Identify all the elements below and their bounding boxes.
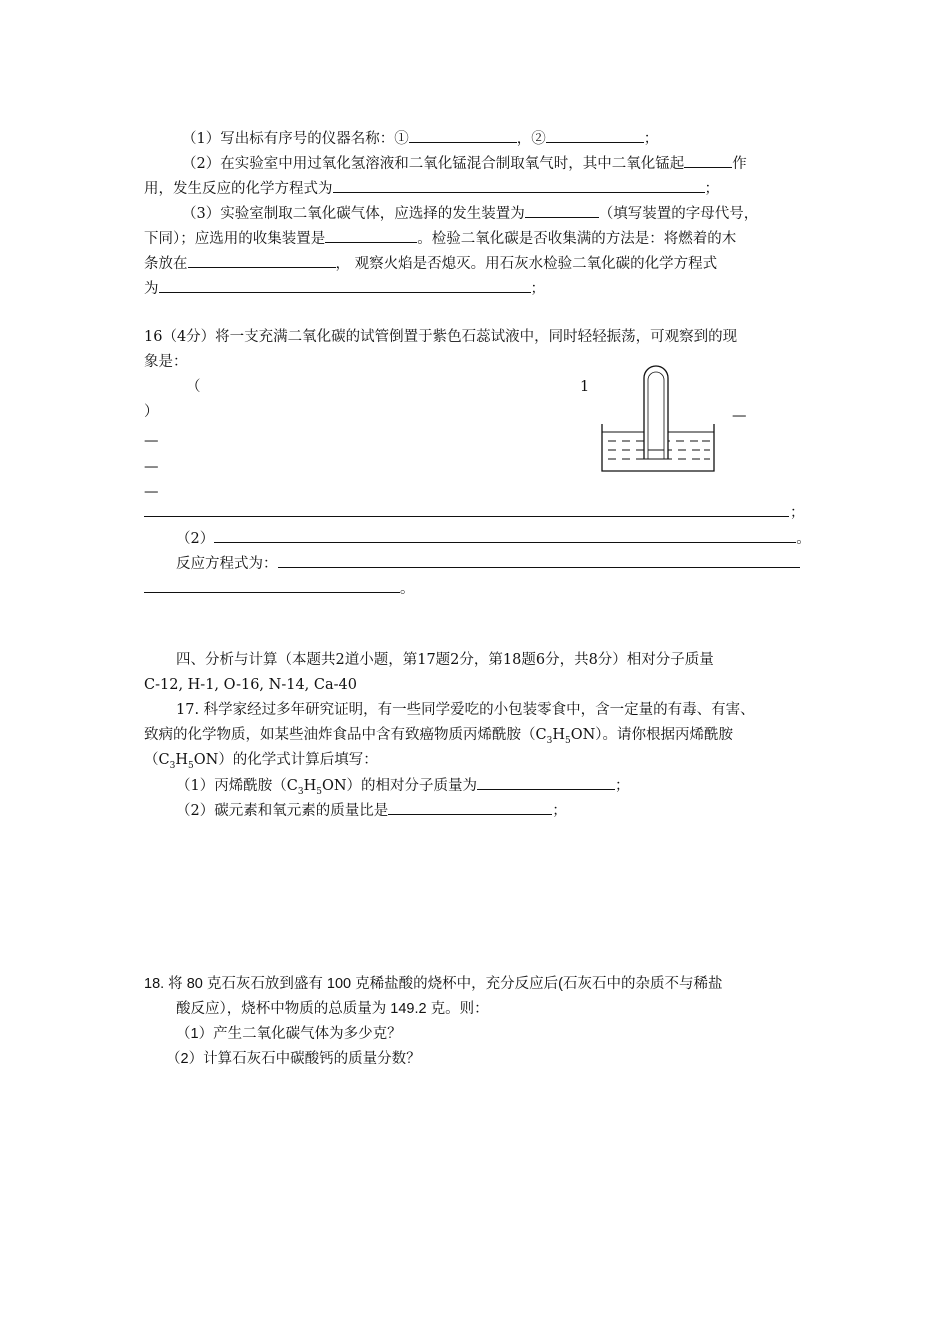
q18-part1: （1）产生二氧化碳气体为多少克？ [176, 1026, 402, 1042]
test-tube-beaker-diagram [596, 358, 722, 482]
q16-equation-line-cont: 。 [144, 578, 415, 599]
q15-part3-line2: 下同）；应选用的收集装置是 。检验二氧化碳是否收集满的方法是：将燃着的木 [144, 228, 736, 249]
blank-collector[interactable] [325, 228, 417, 243]
q18-stem-line2: 酸反应），烧杯中物质的总质量为 149.2 克。则： [176, 1001, 489, 1017]
q17-part1: （1）丙烯酰胺$(C_3H_5ON)$的相对分子质量为 ； [176, 775, 630, 802]
q16-close-paren: ） [144, 404, 159, 420]
q16-part2: （2） 。 [176, 528, 811, 549]
q15-part2-line1: （2）在实验室中用过氧化氢溶液和二氧化锰混合制取氧气时，其中二氧化锰起 作 [182, 153, 747, 174]
q15-part3-line4: 为 ； [144, 278, 545, 299]
q16-stem-line1: 16（4分）将一支充满二氧化碳的试管倒置于紫色石蕊试液中，同时轻轻振荡，可观察到的现 [144, 329, 738, 345]
q15-part2-line2: 用，发生反应的化学方程式为 ； [144, 178, 719, 199]
blank-limewater-equation[interactable] [159, 278, 531, 293]
q16-equation-blank-2[interactable] [144, 578, 400, 593]
q16-stem-line2: 象是： [144, 354, 188, 370]
q16-semicolon: ； [790, 505, 805, 521]
blank-position[interactable] [188, 253, 336, 268]
q16-dash-2: — [144, 459, 159, 475]
q17-stem-line2: 致病的化学物质，如某些油炸食品中含有致癌物质丙烯酰胺$(C_3H_5ON)$。请你根据丙烯酰胺 [144, 727, 734, 746]
q15-part3-line3: 条放在 ， 观察火焰是否熄灭。用石灰水检验二氧化碳的化学方程式 [144, 253, 717, 274]
q18-stem-line1: 18. 将 80 克石灰石放到盛有 100 克稀盐酸的烧杯中，充分反应后(石灰石中的杂质不与稀盐 [144, 976, 723, 992]
blank-generator[interactable] [525, 203, 599, 218]
q16-equation-blank[interactable] [278, 553, 800, 568]
q16-open-paren: （ [186, 379, 201, 395]
q17-stem-line1: 17. 科学家经过多年研究证明，有一些同学爱吃的小包装零食中，含一定量的有毒、有害、 [176, 702, 755, 718]
q16-answer-line-2[interactable] [214, 528, 796, 543]
section4-atomic-masses: C-12, H-1, O-16, N-14, Ca-40 [144, 677, 357, 693]
blank-mno2-role[interactable] [684, 153, 732, 168]
q16-figure-dash: — [732, 408, 747, 424]
q16-dash-3: — [144, 484, 159, 500]
q16-equation-line: 反应方程式为： [176, 553, 800, 574]
q17-part2: （2）碳元素和氧元素的质量比是 ； [176, 800, 567, 821]
section4-heading: 四、分析与计算（本题共2道小题，第17题2分，第18题6分，共8分）相对分子质量 [176, 652, 714, 668]
q18-part2: （2）计算石灰石中碳酸钙的质量分数？ [166, 1051, 421, 1067]
blank-instrument-1[interactable] [409, 128, 517, 143]
q16-answer-line-1[interactable] [144, 516, 789, 517]
q15-part3-line1: （3）实验室制取二氧化碳气体，应选择的发生装置为 （填写装置的字母代号， [182, 203, 758, 224]
q16-figure-number: 1 [580, 379, 590, 395]
q17-blank-mass-ratio[interactable] [388, 800, 552, 815]
q17-stem-line3: $(C_3H_5ON)$的化学式计算后填写： [144, 752, 378, 771]
blank-oxygen-equation[interactable] [333, 178, 705, 193]
q15-part1: （1）写出标有序号的仪器名称：① ，② ； [182, 128, 658, 149]
blank-instrument-2[interactable] [546, 128, 644, 143]
q16-dash-1: — [144, 433, 159, 449]
q17-blank-molar-mass[interactable] [477, 775, 615, 790]
